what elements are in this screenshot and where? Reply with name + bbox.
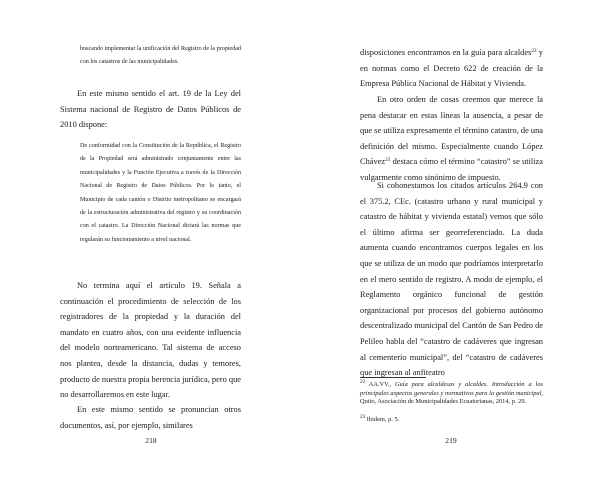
right-page <box>300 0 600 479</box>
footnote-title: Guía para alcaldesas y alcaldes. Introducción a los principales aspectos generales y normativos para la gestión municipal <box>360 381 543 397</box>
footnote-rest: , Quito, Asociación de Municipalidades Ecuatorianas, 2014, p. 29. <box>360 389 543 406</box>
footnote-lead: AA.VV., <box>368 381 395 388</box>
right-paragraph-2 <box>360 92 543 186</box>
page-number: 219 <box>445 436 457 445</box>
final-paragraph: En este mismo sentido se pronuncian otros documentos, así, por ejemplo, similares <box>60 405 241 430</box>
footnote-ref-22: 22 <box>531 48 537 54</box>
block-quote-art19: De conformidad con la Constitución de la República, el Registro de la Propiedad será administrado conjuntamente entre las municipalidades y la Función Ejecutiva a través de la Dirección Nacional de Registro de Datos Públicos. Por lo tanto, el Municipio de cada cantón o Distrito metropolitano se encargará de la estructuración administrativa del registro y su coordinación con el catastro. La Dirección Nacional dictará las normas que regularán su funcionamiento a nivel nacional. <box>80 143 241 243</box>
footnote-number: 22 <box>360 379 366 385</box>
footnote-ref-23: 23 <box>385 157 391 164</box>
p2-start: En otro orden de cosas creemos que merece la pena destacar en estas líneas la ausencia, a pesar de que se utiliza expresamente el término catastro, de una definición del mismo. Especialmente cuando López Chávez <box>360 95 544 167</box>
footnote-lead: Ibidem, p. 5. <box>366 416 400 423</box>
footnote-22 <box>360 381 543 407</box>
page-number: 218 <box>145 436 157 445</box>
intro-paragraph: En este mismo sentido el art. 19 de la Ley del Sistema nacional de Registro de Datos Públicos de 2010 dispone: <box>60 89 241 130</box>
p1-rest: y en normas como el Decreto 622 de creación de la Empresa Pública Nacional de Hábitat y Vivienda. <box>360 48 543 89</box>
art19-paragraph: No termina aquí el artículo 19. Señala a continuación el procedimiento de selección de los registradores de la propiedad y la duración del mandato en cuatro años, con una evidente influencia del modelo norteamericano. Tal sistema de acceso nos plantea, desde la distancia, dudas y temores, producto de nuestra propia herencia jurídica, pero que no desarrollaremos en este lugar. <box>60 281 241 400</box>
footnote-23 <box>360 416 543 425</box>
quote-continuation: buscando implementar la unificación del Registro de la propiedad con los catastros de las municipalidades. <box>80 46 241 66</box>
right-paragraph-3: Si cohonestamos los citados artículos 264.9 con el 375.2, CEc. (catastro urbano y rural municipal y catastro de hábitat y vivienda estatal) vemos que sólo el último afirma ser georreferenciado. La duda aumenta cuando encontramos cuerpos legales en los que se utiliza de un modo que podríamos interpretarlo en el mero sentido de registro. A modo de ejemplo, el Reglamento orgánico funcional de gestión organizacional por procesos del gobierno autónomo descentralizado municipal del Cantón de San Pedro de Pelileo habla del “catastro de cadáveres que ingresan al cementerio municipal”, del “catastro de cadáveres que ingresan al anfiteatro <box>360 181 543 378</box>
footnote-number: 23 <box>360 414 366 420</box>
p1-text: disposiciones encontramos en la guía para alcaldes <box>360 48 532 57</box>
footnote-separator <box>360 377 426 378</box>
right-paragraph-1 <box>360 45 543 92</box>
p2-end: destaca cómo el término “catastro” se utiliza vulgarmente como sinónimo de impuesto. <box>360 157 543 182</box>
